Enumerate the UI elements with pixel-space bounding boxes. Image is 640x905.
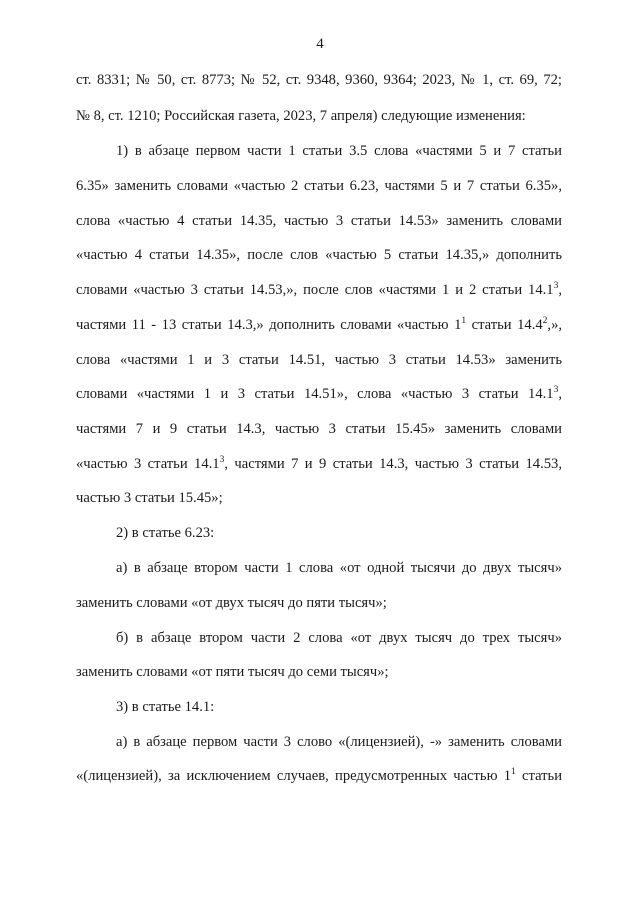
text-segment: словами «частью 3 статьи 14.53,», после слов «частями 1 и 2 статьи 14.1 <box>76 282 554 298</box>
text-segment: статьи 14.4 <box>466 317 543 333</box>
text-line: 2) в статье 6.23: <box>116 525 215 541</box>
text-line: «частью 4 статьи 14.35», после слов «частью 5 статьи 14.35,» дополнить <box>76 247 562 263</box>
text-line: частью 3 статьи 15.45»; <box>76 490 223 506</box>
text-line: 1) в абзаце первом части 1 статьи 3.5 слова «частями 5 и 7 статьи <box>116 143 562 159</box>
text-segment: , <box>558 386 562 402</box>
text-line: слова «частью 4 статьи 14.35, частью 3 статьи 14.53» заменить словами <box>76 213 562 229</box>
text-line <box>76 315 562 335</box>
superscript: 3 <box>553 385 559 395</box>
superscript: 3 <box>219 455 225 465</box>
text-line: заменить словами «от пяти тысяч до семи тысяч»; <box>76 664 389 680</box>
superscript: 2 <box>542 316 548 326</box>
text-segment: частями 11 - 13 статьи 14.3,» дополнить словами «частью 1 <box>76 317 462 333</box>
superscript: 1 <box>461 316 467 326</box>
text-line: б) в абзаце втором части 2 слова «от двух тысяч до трех тысяч» <box>116 630 562 646</box>
text-segment: «частью 3 статьи 14.1 <box>76 456 220 472</box>
text-line <box>76 384 562 404</box>
text-line <box>76 280 562 300</box>
superscript: 3 <box>553 281 559 291</box>
text-line: а) в абзаце втором части 1 слова «от одной тысячи до двух тысяч» <box>116 560 562 576</box>
text-line: частями 7 и 9 статьи 14.3, частью 3 статьи 15.45» заменить словами <box>76 421 562 437</box>
text-line: ст. 8331; № 50, ст. 8773; № 52, ст. 9348, 9360, 9364; 2023, № 1, ст. 69, 72; <box>76 72 562 88</box>
superscript: 1 <box>511 767 516 777</box>
text-line <box>76 454 562 474</box>
text-line: заменить словами «от двух тысяч до пяти тысяч»; <box>76 595 387 611</box>
page-number: 4 <box>316 36 324 52</box>
text-line: а) в абзаце первом части 3 слово «(лицензией), -» заменить словами <box>116 734 562 750</box>
text-line: 3) в статье 14.1: <box>116 699 215 715</box>
text-segment: словами «частями 1 и 3 статьи 14.51», слова «частью 3 статьи 14.1 <box>76 386 554 402</box>
text-segment: , <box>558 282 562 298</box>
text-segment: «(лицензией), за исключением случаев, предусмотренных частью 1 <box>76 768 512 784</box>
text-line <box>76 766 562 786</box>
text-segment: , частями 7 и 9 статьи 14.3, частью 3 статьи 14.53, <box>224 456 562 472</box>
text-segment: статьи <box>515 768 563 784</box>
text-segment: ,», <box>547 317 563 333</box>
text-line: слова «частями 1 и 3 статьи 14.51, частью 3 статьи 14.53» заменить <box>76 352 562 368</box>
text-line: 6.35» заменить словами «частью 2 статьи 6.23, частями 5 и 7 статьи 6.35», <box>76 178 562 194</box>
text-line: № 8, ст. 1210; Российская газета, 2023, 7 апреля) следующие изменения: <box>76 108 526 124</box>
